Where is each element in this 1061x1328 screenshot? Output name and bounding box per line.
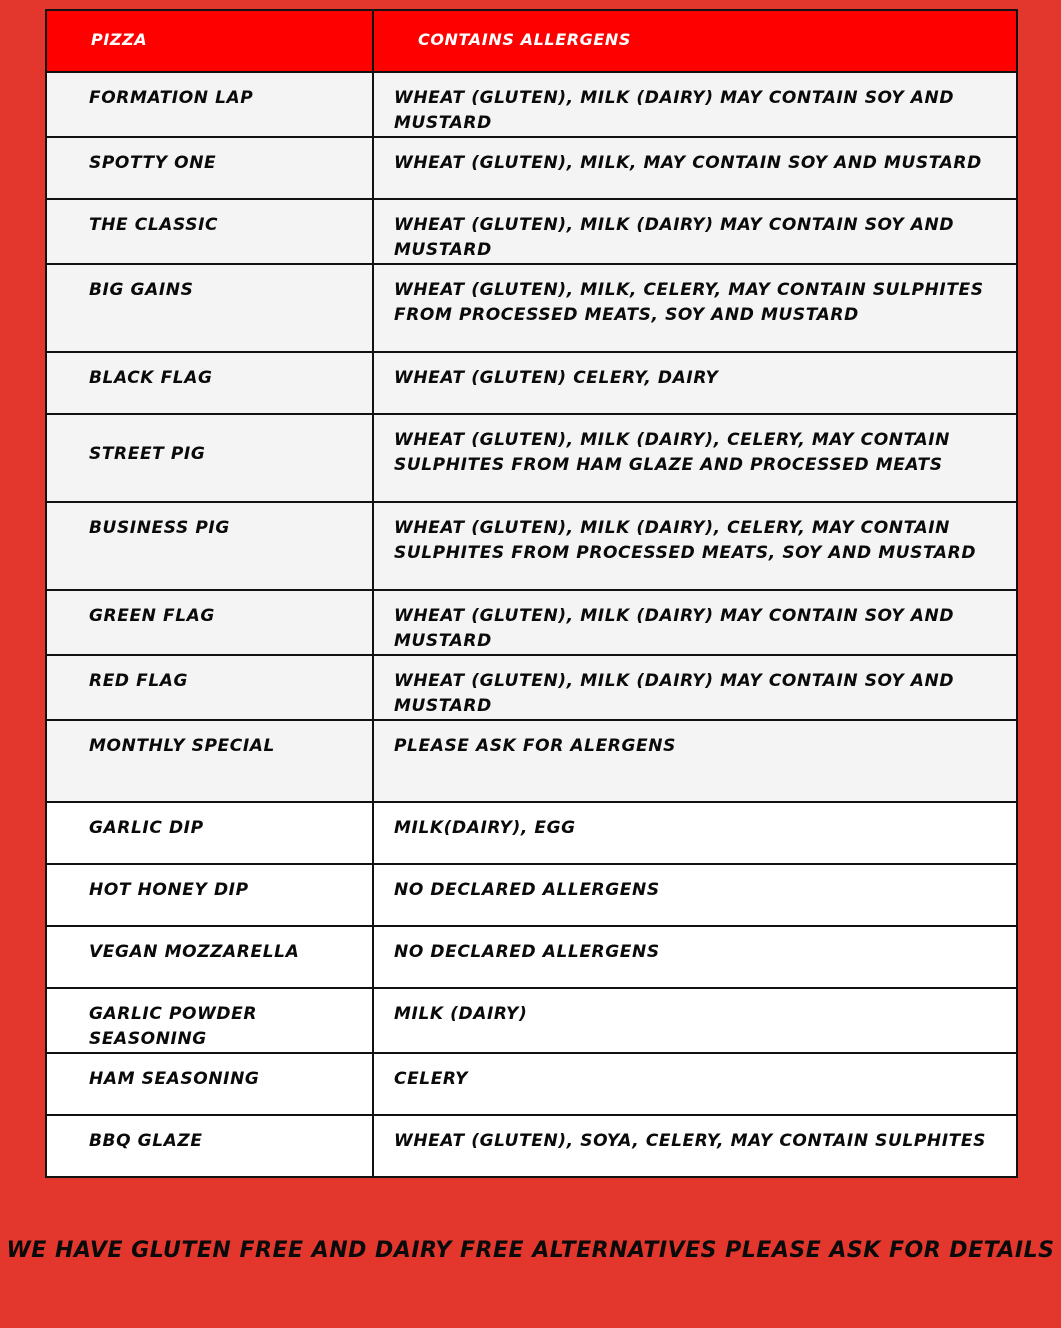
item-name: GREEN FLAG	[89, 606, 215, 626]
item-allergens: MILK (DAIRY)	[394, 1004, 528, 1024]
table-row	[46, 926, 1017, 988]
item-name: GARLIC POWDER SEASONING	[89, 1004, 258, 1049]
item-name: RED FLAG	[89, 671, 189, 691]
table-header-row	[46, 10, 1017, 72]
table-row	[46, 655, 1017, 720]
item-allergens: MILK(DAIRY), EGG	[394, 818, 576, 838]
allergens-column-header	[373, 10, 1017, 72]
item-allergens: WHEAT (GLUTEN), MILK, MAY CONTAIN SOY AND MUSTARD	[394, 153, 982, 173]
table-row	[46, 988, 1017, 1053]
item-allergens: WHEAT (GLUTEN) CELERY, DAIRY	[394, 368, 719, 388]
item-allergens: WHEAT (GLUTEN), MILK (DAIRY) MAY CONTAIN SOY AND MUSTARD	[394, 606, 955, 651]
item-allergens: WHEAT (GLUTEN), MILK (DAIRY), CELERY, MAY CONTAIN SULPHITES FROM HAM GLAZE AND PROCESSED MEATS	[394, 430, 950, 475]
allergen-table	[45, 9, 1018, 1178]
item-name: GARLIC DIP	[89, 818, 204, 838]
item-name: HAM SEASONING	[89, 1069, 260, 1089]
item-name: BUSINESS PIG	[89, 518, 230, 538]
item-allergens: WHEAT (GLUTEN), MILK (DAIRY) MAY CONTAIN SOY AND MUSTARD	[394, 215, 955, 260]
table-row	[46, 502, 1017, 590]
table-row	[46, 264, 1017, 352]
item-name: MONTHLY SPECIAL	[89, 736, 275, 756]
item-allergens: NO DECLARED ALLERGENS	[394, 942, 660, 962]
footer-note: WE HAVE GLUTEN FREE AND DAIRY FREE ALTERNATIVES PLEASE ASK FOR DETAILS	[6, 1238, 1055, 1263]
item-name: BLACK FLAG	[89, 368, 213, 388]
pizza-header-label: PIZZA	[91, 30, 148, 49]
table-row	[46, 199, 1017, 264]
item-name: BIG GAINS	[89, 280, 194, 300]
table-row	[46, 864, 1017, 926]
table-row	[46, 352, 1017, 414]
item-name: SPOTTY ONE	[89, 153, 217, 173]
item-allergens: WHEAT (GLUTEN), SOYA, CELERY, MAY CONTAIN SULPHITES	[394, 1131, 986, 1151]
item-name: STREET PIG	[89, 444, 206, 464]
item-allergens: CELERY	[394, 1069, 468, 1089]
table-row	[46, 590, 1017, 655]
item-name: HOT HONEY DIP	[89, 880, 249, 900]
item-name: VEGAN MOZZARELLA	[89, 942, 300, 962]
item-name: THE CLASSIC	[89, 215, 219, 235]
table-row	[46, 72, 1017, 137]
allergen-table-container	[45, 9, 1016, 1178]
table-row	[46, 720, 1017, 802]
item-allergens: WHEAT (GLUTEN), MILK, CELERY, MAY CONTAIN SULPHITES FROM PROCESSED MEATS, SOY AND MUSTARD	[394, 280, 984, 325]
table-row	[46, 137, 1017, 199]
pizza-column-header	[46, 10, 373, 72]
item-allergens: WHEAT (GLUTEN), MILK (DAIRY), CELERY, MAY CONTAIN SULPHITES FROM PROCESSED MEATS, SOY AND MUSTARD	[394, 518, 977, 563]
table-row	[46, 1053, 1017, 1115]
table-row	[46, 802, 1017, 864]
item-name: FORMATION LAP	[89, 88, 254, 108]
item-allergens: WHEAT (GLUTEN), MILK (DAIRY) MAY CONTAIN SOY AND MUSTARD	[394, 88, 955, 133]
item-allergens: WHEAT (GLUTEN), MILK (DAIRY) MAY CONTAIN SOY AND MUSTARD	[394, 671, 955, 716]
allergens-header-label: CONTAINS ALLERGENS	[418, 30, 632, 49]
item-allergens: PLEASE ASK FOR ALERGENS	[394, 736, 676, 756]
item-name: BBQ GLAZE	[89, 1131, 203, 1151]
item-allergens: NO DECLARED ALLERGENS	[394, 880, 660, 900]
table-row	[46, 414, 1017, 502]
table-row	[46, 1115, 1017, 1177]
